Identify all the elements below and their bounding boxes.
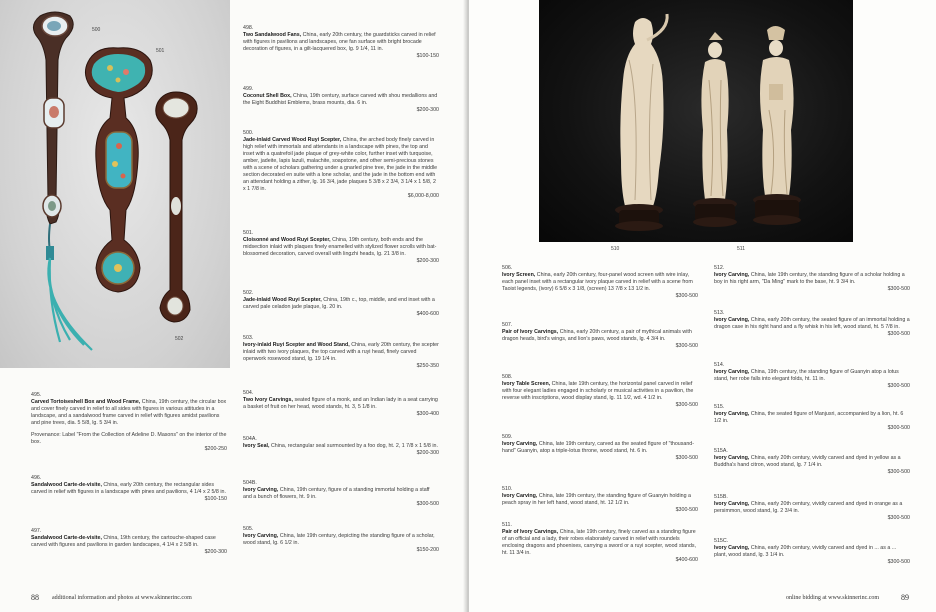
lot-estimate: $300-500 xyxy=(887,286,910,292)
lot-number: 515. xyxy=(714,404,725,410)
lot-number: 515C. xyxy=(714,538,729,544)
lot-estimate: $300-500 xyxy=(887,469,910,475)
lot-description: China, early 20th century, vividly carved and dyed in orange as a persimmon, wood stand, lg. 2 3/4 in. xyxy=(714,501,903,514)
lot-number: 512. xyxy=(714,265,725,271)
lot-title: Pair of Ivory Carvings, xyxy=(502,329,559,335)
lot-title: Ivory Carving, xyxy=(243,533,279,539)
lot-description: China, early 20th century, the seated figure of an immortal holding a dragon case in his right hand and a fly whisk in his left, wood stand, ht. 5 7/8 in. xyxy=(714,317,910,330)
lot-entry-515 xyxy=(714,404,910,432)
lot-description: China, early 20th century, the scepter inlaid with two ivory plaques, the top carved with a ruyi head, finely carved openwork rosewood stand, lg. 19 1/4 in. xyxy=(243,342,439,362)
lot-title: Ivory Carving, xyxy=(714,545,750,551)
lot-estimate: $200-300 xyxy=(416,107,439,113)
lot-title: Ivory-inlaid Ruyi Scepter and Wood Stand, xyxy=(243,342,350,348)
lot-estimate: $250-350 xyxy=(416,363,439,369)
lot-description: China, early 20th century, vividly carved and dyed in ... as a ... plant, wood stand, lg. 3 1/4 in. xyxy=(714,545,897,558)
lot-description: China, 19th century, the circular box and cover finely carved in relief to all sides with figures in various attitudes in a landscape, and a sandalwood frame carved in relief with figures amidst pavilions and pine trees, dia. 5 5/8, lg. 5 3/4 in. xyxy=(31,399,227,426)
page-number-right: 89 xyxy=(901,593,909,602)
lot-number: 503. xyxy=(243,335,254,341)
lot-description: China, late 19th century, finely carved as a standing figure of an official and a lady, their robes elaborately carved in relief with roundels enclosing dragons and phoenixes, carrying a sword or a ruyi scepter, wood stands, ht. 11 3/4 in. xyxy=(502,529,697,556)
lot-title: Ivory Carving, xyxy=(714,317,750,323)
figure-label-501: 501 xyxy=(156,48,165,54)
lot-title: Two Sandalwood Fans, xyxy=(243,32,302,38)
lot-title: Ivory Carving, xyxy=(714,411,750,417)
lot-number: 514. xyxy=(714,362,725,368)
ivory-official-figure-image xyxy=(753,26,801,225)
lot-number: 505. xyxy=(243,526,254,532)
ivory-figures-photo xyxy=(539,0,853,242)
lot-description: China, 19th century, surface carved with shou medallions and the Eight Buddhist Emblems, brass mounts, dia. 6 in. xyxy=(243,93,438,106)
right-catalog-page xyxy=(469,0,936,612)
lot-estimate: $300-500 xyxy=(416,501,439,507)
lot-entry-504b xyxy=(243,480,439,508)
lot-title: Ivory Carving, xyxy=(502,493,538,499)
lot-number: 497. xyxy=(31,528,42,534)
lot-entry-506 xyxy=(502,265,698,300)
figure-label-502: 502 xyxy=(175,336,184,342)
lot-entry-513 xyxy=(714,310,910,338)
lot-entry-512 xyxy=(714,265,910,293)
lot-number: 502. xyxy=(243,290,254,296)
lot-description: China, late 19th century, carved as the seated figure of "thousand-hand" Guanyin, atop a triple-lotus throne, wood stand, ht. 6 in. xyxy=(502,441,695,454)
lot-number: 499. xyxy=(243,86,254,92)
lot-description: China, late 19th century, depicting the standing figure of a scholar, wood stand, lg. 6 1/2 in. xyxy=(243,533,435,546)
lot-number: 504B. xyxy=(243,480,257,486)
lot-description: China, 19th century, figure of a standing immortal holding a staff and a bunch of flowers, ht. 9 in. xyxy=(243,487,430,500)
lot-title: Two Ivory Carvings, xyxy=(243,397,293,403)
footer-website-text: additional information and photos at www.skinnerinc.com xyxy=(52,595,192,601)
lot-description: China, late 19th century, the standing figure of a scholar holding a boy in his right arm, "Da Ming" mark to the base, ht. 9 3/4 in. xyxy=(714,272,905,285)
footer-online-bidding-text: online bidding at www.skinnerinc.com xyxy=(786,595,880,601)
lot-estimate: $300-500 xyxy=(887,559,910,565)
lot-estimate: $400-600 xyxy=(675,557,698,563)
lot-estimate: $200-300 xyxy=(416,258,439,264)
lot-description: China, early 20th century, the rectangular sides carved in relief with figures in a landscape with pines and pavilions, 4 1/4 x 2 5/8 in. xyxy=(31,482,226,495)
lot-description: China, early 20th century, vividly carved and dyed in yellow as a Buddha's hand citron, wood stand, lg. 7 1/4 in. xyxy=(714,455,901,468)
lot-title: Ivory Seal, xyxy=(243,443,270,449)
lot-entry-499 xyxy=(243,86,439,114)
lot-description: seated figure of a monk, and an Indian lady in a seat carrying a basket of fruit on her head, wood stands, ht. 3, 5 1/8 in. xyxy=(243,397,438,410)
lot-description: China, 19th century, the standing figure of Guanyin atop a lotus stand, her robe falls into elegant folds, ht. 11 in. xyxy=(714,369,899,382)
lot-entry-505 xyxy=(243,526,439,554)
lot-title: Pair of Ivory Carvings, xyxy=(502,529,559,535)
lot-entry-509 xyxy=(502,434,698,462)
lot-entry-510 xyxy=(502,486,698,514)
lot-description: China, the seated figure of Manjusri, accompanied by a lion, ht. 6 1/2 in. xyxy=(714,411,904,424)
lot-number: 504A. xyxy=(243,436,257,442)
lot-estimate: $6,000-8,000 xyxy=(407,193,439,199)
lot-entry-514 xyxy=(714,362,910,390)
lot-description: China, 19th century, the cartouche-shaped case carved with figures and pavilions in garden landscapes, 4 1/4 x 2 5/8 in. xyxy=(31,535,216,548)
lot-provenance: Provenance: Label "From the Collection of Adeline D. Masons" on the interior of the box. xyxy=(31,432,227,445)
ivory-lady-figure-image xyxy=(693,32,737,227)
lot-number: 509. xyxy=(502,434,513,440)
lot-estimate: $300-400 xyxy=(416,411,439,417)
lot-description: China, early 20th century, a pair of mythical animals with dragon heads, bird's wings, and lion's paws, wood stands, lg. 4 3/4 in. xyxy=(502,329,692,342)
lot-description: China, 19th century, both ends and the midsection inlaid with plaques finely enamelled with stylized flower scrolls with bat-blossomed decoration, carved overall with lingzhi heads, lg. 21 3/8 in. xyxy=(243,237,437,257)
figure-label-500: 500 xyxy=(92,27,101,33)
figure-label-511: 511 xyxy=(737,246,745,252)
lot-description: China, late 19th century, the horizontal panel carved in relief with four elegant ladies engaged in scholarly or musical activities in a pavilion, the reverse with inscriptions, wood display stand, lg. 11 1/2, wd. 4 1/2 in. xyxy=(502,381,694,401)
lot-estimate: $300-500 xyxy=(675,402,698,408)
lot-title: Carved Tortoiseshell Box and Wood Frame, xyxy=(31,399,141,405)
ivory-guanyin-figure-image xyxy=(615,14,667,231)
scepter-502-image xyxy=(156,92,197,322)
lot-title: Jade-inlaid Carved Wood Ruyi Scepter, xyxy=(243,137,342,143)
lot-title: Ivory Carving, xyxy=(243,487,279,493)
lot-entry-511 xyxy=(502,522,698,564)
lot-entry-508 xyxy=(502,374,698,409)
lot-description: China, early 20th century, the guardsticks carved in relief with figures in pavilions and landscapes, one fan surface with bright brocade decoration of figures, in a gilt-lacquered box, lg. 9 1/4, 11 in. xyxy=(243,32,436,52)
lot-number: 511. xyxy=(502,522,512,528)
lot-entry-503 xyxy=(243,335,439,370)
lot-entry-501 xyxy=(243,230,439,265)
lot-estimate: $300-500 xyxy=(887,331,910,337)
lot-entry-500 xyxy=(243,130,439,200)
lot-estimate: $100-150 xyxy=(416,53,439,59)
left-catalog-page xyxy=(0,0,467,612)
lot-description: China, the arched body finely carved in high relief with immortals and attendants in a landscape with pines, the top and inset with a quatrefoil jade plaque of grey-white color, further inset with turquoise, amber, jadeite, lapis lazuli, malachite, soapstone, and other semi-precious stones with a scene of scholars gathering under a gnarled pine tree, the jade in the middle section decorated en suite with a lone scholar, and the jade in the bottom end with an attendant holding a zither, lg. 16 3/4, jade plaques 5 3/8 x 2 3/4, 3 1/4 x 1 5/8, 2 x 1 7/8 in. xyxy=(243,137,438,192)
lot-estimate: $300-500 xyxy=(887,515,910,521)
lot-title: Ivory Screen, xyxy=(502,272,536,278)
lot-number: 498. xyxy=(243,25,254,31)
lot-number: 506. xyxy=(502,265,513,271)
scepter-500-image xyxy=(33,12,92,350)
lot-estimate: $200-300 xyxy=(204,549,227,555)
lot-number: 507. xyxy=(502,322,513,328)
lot-entry-498 xyxy=(243,25,439,60)
lot-number: 495. xyxy=(31,392,42,398)
lot-title: Ivory Table Screen, xyxy=(502,381,551,387)
lot-entry-507 xyxy=(502,322,698,350)
lot-entry-515b xyxy=(714,494,910,522)
lot-title: Ivory Carving, xyxy=(502,441,538,447)
lot-title: Sandalwood Carte-de-visite, xyxy=(31,482,102,488)
lot-number: 515A. xyxy=(714,448,728,454)
lot-number: 496. xyxy=(31,475,42,481)
lot-description: China, late 19th century, the standing figure of Guanyin holding a peach spray in her left hand, wood stand, ht. 12 1/2 in. xyxy=(502,493,691,506)
lot-title: Ivory Carving, xyxy=(714,272,750,278)
lot-entry-504a xyxy=(243,436,439,457)
lot-title: Jade-inlaid Wood Ruyi Scepter, xyxy=(243,297,322,303)
lot-number: 513. xyxy=(714,310,725,316)
lot-entry-502 xyxy=(243,290,439,318)
lot-estimate: $200-300 xyxy=(416,450,439,456)
lot-entry-495 xyxy=(31,392,227,453)
lot-estimate: $300-500 xyxy=(675,507,698,513)
lot-number: 510. xyxy=(502,486,513,492)
lot-title: Sandalwood Carte-de-visite, xyxy=(31,535,102,541)
lot-title: Cloisonné and Wood Ruyi Scepter, xyxy=(243,237,331,243)
lot-estimate: $300-500 xyxy=(675,455,698,461)
lot-description: China, rectangular seal surmounted by a foo dog, ht. 2, 1 7/8 x 1 5/8 in. xyxy=(270,443,438,449)
scepter-501-image xyxy=(85,48,152,292)
lot-estimate: $300-500 xyxy=(887,425,910,431)
ruyi-scepters-photo xyxy=(0,0,230,368)
lot-estimate: $150-200 xyxy=(416,547,439,553)
lot-description: China, 19th c., top, middle, and end inset with a carved pale celadon jade plaque, lg. 20 in. xyxy=(243,297,435,310)
lot-number: 508. xyxy=(502,374,513,380)
lot-entry-515c xyxy=(714,538,910,566)
lot-entry-515a xyxy=(714,448,910,476)
figure-label-510: 510 xyxy=(611,246,620,252)
lot-title: Ivory Carving, xyxy=(714,369,750,375)
lot-number: 501. xyxy=(243,230,254,236)
lot-number: 504. xyxy=(243,390,254,396)
lot-estimate: $400-600 xyxy=(416,311,439,317)
page-number-left: 88 xyxy=(31,593,39,602)
lot-description: China, early 20th century, four-panel wood screen with wire inlay, each panel inset with a rectangular ivory plaque carved in relief with a scene from Taoist legends, (ivory) 6 5/8 x 3 1/8, (screen) 13 7/8 x 13 1/2 in. xyxy=(502,272,693,292)
lot-title: Ivory Carving, xyxy=(714,455,750,461)
lot-estimate: $300-500 xyxy=(675,293,698,299)
lot-title: Ivory Carving, xyxy=(714,501,750,507)
lot-title: Coconut Shell Box, xyxy=(243,93,292,99)
lot-entry-496 xyxy=(31,475,227,503)
lot-estimate: $200-250 xyxy=(204,446,227,452)
lot-entry-504 xyxy=(243,390,439,418)
lot-estimate: $300-500 xyxy=(675,343,698,349)
lot-number: 515B. xyxy=(714,494,728,500)
lot-number: 500. xyxy=(243,130,254,136)
lot-entry-497 xyxy=(31,528,227,556)
lot-estimate: $300-500 xyxy=(887,383,910,389)
lot-estimate: $100-150 xyxy=(204,496,227,502)
